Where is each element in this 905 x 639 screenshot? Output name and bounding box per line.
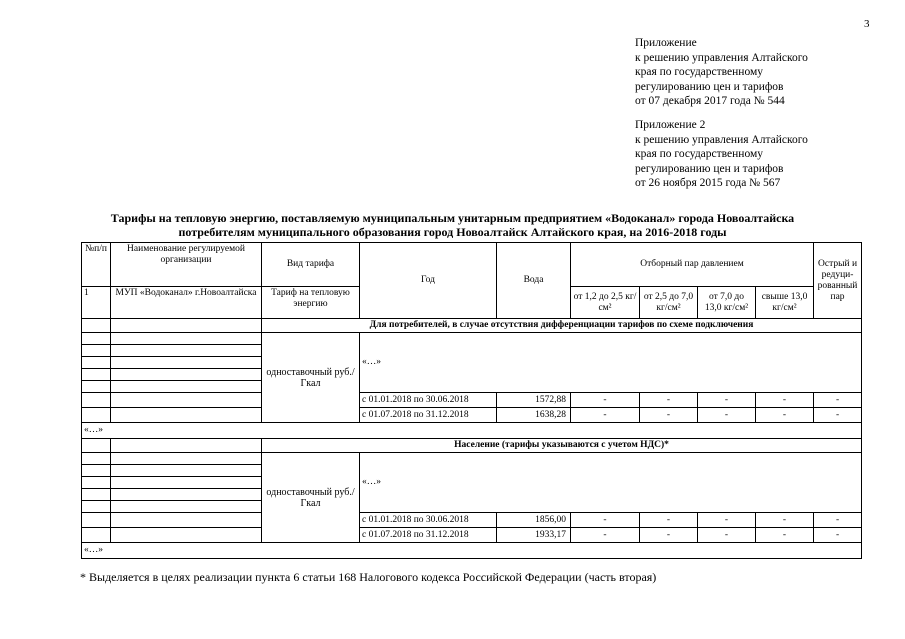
empty-cell	[82, 381, 111, 393]
empty-cell	[82, 393, 111, 408]
appendix-note-2	[635, 118, 808, 191]
cell-steam-1: -	[571, 408, 640, 423]
cell-sharp-steam: -	[814, 528, 862, 543]
empty-cell	[111, 357, 262, 369]
empty-cell	[82, 489, 111, 501]
col-header-steam-3: от 7,0 до 13,0 кг/см²	[698, 287, 756, 319]
empty-cell	[82, 501, 111, 513]
empty-cell	[111, 453, 262, 465]
empty-cell	[111, 319, 262, 333]
empty-cell	[82, 333, 111, 345]
empty-cell	[111, 333, 262, 345]
cell-steam-2: -	[640, 408, 698, 423]
empty-cell	[82, 357, 111, 369]
empty-cell	[82, 319, 111, 333]
empty-cell	[82, 477, 111, 489]
spacer-row	[82, 333, 862, 345]
appendix-line: к решению управления Алтайского	[635, 51, 808, 64]
cell-num: 1	[82, 287, 111, 319]
cell-period: с 01.07.2018 по 31.12.2018	[360, 528, 497, 543]
cell-sharp-steam: -	[814, 393, 862, 408]
document-title	[0, 211, 905, 239]
appendix-line: от 26 ноября 2015 года № 567	[635, 177, 781, 189]
ellipsis-row	[82, 543, 862, 559]
cell-tariff-type: Тариф на тепловую энергию	[262, 287, 360, 319]
appendix-line: Приложение 2	[635, 119, 706, 131]
empty-cell	[82, 513, 111, 528]
cell-steam-3: -	[698, 528, 756, 543]
table-header-row	[82, 243, 862, 287]
col-header-num: №п/п	[82, 243, 111, 287]
col-header-steam: Отборный пар давлением	[571, 243, 814, 287]
empty-cell	[82, 439, 111, 453]
section-title: Население (тарифы указываются с учетом НДС)*	[262, 439, 862, 453]
cell-period: с 01.01.2018 по 30.06.2018	[360, 393, 497, 408]
tariff-label-cell: одноставочный руб./Гкал	[262, 453, 360, 543]
cell-steam-2: -	[640, 528, 698, 543]
empty-cell	[82, 528, 111, 543]
empty-cell	[111, 381, 262, 393]
empty-cell	[82, 408, 111, 423]
empty-cell	[111, 439, 262, 453]
appendix-line: края по государственному	[635, 66, 763, 78]
cell-steam-3: -	[698, 513, 756, 528]
empty-cell	[82, 453, 111, 465]
title-line-1: Тарифы на тепловую энергию, поставляемую муниципальным унитарным предприятием «Водоканал» города Новоалтайска	[110, 211, 795, 225]
appendix-line: регулированию цен и тарифов	[635, 80, 784, 93]
ellipsis-cell: «…»	[360, 333, 862, 393]
spacer-row	[82, 453, 862, 465]
cell-water: 1933,17	[497, 528, 571, 543]
cell-steam-4: -	[756, 408, 814, 423]
empty-cell	[111, 528, 262, 543]
tariff-label-cell: одноставочный руб./Гкал	[262, 333, 360, 423]
appendix-note-1	[635, 36, 808, 109]
appendix-line: регулированию цен и тарифов	[635, 162, 784, 175]
empty-cell	[82, 369, 111, 381]
title-line-2: потребителям муниципального образования город Новоалтайск Алтайского края, на 2016-2018 годы	[178, 225, 727, 239]
cell-steam-1: -	[571, 513, 640, 528]
section-title-row	[82, 439, 862, 453]
table-row	[82, 528, 862, 543]
page-number: 3	[864, 18, 870, 30]
cell-water: 1638,28	[497, 408, 571, 423]
empty-cell	[111, 501, 262, 513]
col-header-steam-2: от 2,5 до 7,0 кг/см²	[640, 287, 698, 319]
empty-cell	[82, 345, 111, 357]
ellipsis-cell: «…»	[82, 543, 862, 559]
cell-org-name: МУП «Водоканал» г.Новоалтайска	[111, 287, 262, 319]
appendix-line: Приложение	[635, 37, 697, 49]
empty-cell	[111, 345, 262, 357]
cell-water: 1572,88	[497, 393, 571, 408]
empty-cell	[111, 408, 262, 423]
empty-cell	[111, 513, 262, 528]
cell-steam-4: -	[756, 528, 814, 543]
appendix-line: к решению управления Алтайского	[635, 133, 808, 146]
col-header-tariff-type: Вид тарифа	[262, 243, 360, 287]
table-row	[82, 513, 862, 528]
cell-period: с 01.01.2018 по 30.06.2018	[360, 513, 497, 528]
cell-steam-1: -	[571, 528, 640, 543]
cell-steam-4: -	[756, 393, 814, 408]
col-header-water: Вода	[497, 243, 571, 319]
cell-steam-1: -	[571, 393, 640, 408]
footnote: * Выделяется в целях реализации пункта 6 статьи 168 Налогового кодекса Российской Федерации (часть вторая)	[80, 570, 657, 584]
cell-steam-2: -	[640, 513, 698, 528]
cell-steam-3: -	[698, 408, 756, 423]
col-header-org: Наименование регулируемой организации	[111, 243, 262, 287]
empty-cell	[111, 489, 262, 501]
cell-water: 1856,00	[497, 513, 571, 528]
section-title: Для потребителей, в случае отсутствия дифференциации тарифов по схеме подключения	[262, 319, 862, 333]
section-title-row	[82, 319, 862, 333]
table-row	[82, 393, 862, 408]
cell-steam-2: -	[640, 393, 698, 408]
cell-steam-3: -	[698, 393, 756, 408]
col-header-steam-1: от 1,2 до 2,5 кг/см²	[571, 287, 640, 319]
empty-cell	[82, 465, 111, 477]
cell-steam-4: -	[756, 513, 814, 528]
ellipsis-row	[82, 423, 862, 439]
col-header-sharp-steam: Острый и редуци-рованный пар	[814, 243, 862, 319]
appendix-line: от 07 декабря 2017 года № 544	[635, 95, 785, 107]
cell-sharp-steam: -	[814, 513, 862, 528]
cell-sharp-steam: -	[814, 408, 862, 423]
empty-cell	[111, 477, 262, 489]
col-header-year: Год	[360, 243, 497, 319]
table-row	[82, 408, 862, 423]
tariff-table	[81, 242, 862, 559]
appendix-line: края по государственному	[635, 148, 763, 160]
empty-cell	[111, 369, 262, 381]
empty-cell	[111, 393, 262, 408]
ellipsis-cell: «…»	[360, 453, 862, 513]
col-header-steam-4: свыше 13,0 кг/см²	[756, 287, 814, 319]
ellipsis-cell: «…»	[82, 423, 862, 439]
cell-period: с 01.07.2018 по 31.12.2018	[360, 408, 497, 423]
empty-cell	[111, 465, 262, 477]
